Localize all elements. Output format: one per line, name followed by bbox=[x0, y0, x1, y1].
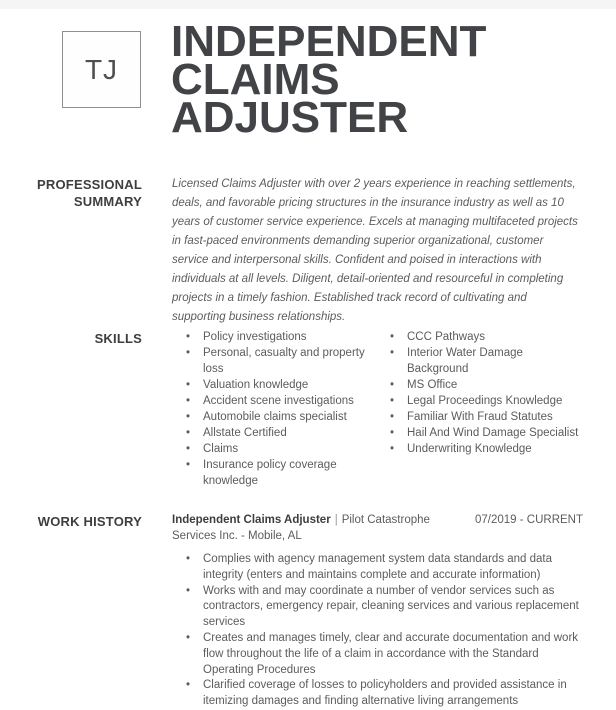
title-line-2: CLAIMS bbox=[171, 55, 340, 104]
monogram-initials: TJ bbox=[84, 53, 119, 85]
job-company: Pilot Catastrophe Services Inc. - Mobile, AL bbox=[172, 514, 430, 542]
page-title bbox=[171, 17, 601, 142]
skill-item: • Underwriting Knowledge bbox=[376, 441, 583, 457]
job-bullet-list bbox=[172, 552, 583, 710]
skill-item: • Allstate Certified bbox=[172, 425, 376, 441]
title-line-3: ADJUSTER bbox=[171, 93, 409, 142]
skill-item: • Interior Water Damage Background bbox=[376, 345, 583, 377]
summary-label-line-1: PROFESSIONAL bbox=[37, 177, 142, 192]
skills-column-right bbox=[376, 329, 583, 489]
job-bullet-item: • Creates and manages timely, clear and accurate documentation and work flow throughout the life of a claim in accordance with the Standard Operating Procedures bbox=[172, 631, 583, 678]
skill-item: • Personal, casualty and property loss bbox=[172, 345, 376, 377]
skill-item: • Claims bbox=[172, 441, 376, 457]
skill-item: • Valuation knowledge bbox=[172, 377, 376, 393]
skills-section-label: SKILLS bbox=[94, 331, 142, 346]
top-bar bbox=[0, 0, 616, 9]
job-title-separator: | bbox=[334, 514, 338, 526]
job-dates: 07/2019 - CURRENT bbox=[474, 514, 583, 526]
summary-label-line-2: SUMMARY bbox=[73, 194, 142, 209]
job-bullet-item: • Clarified coverage of losses to policyholders and provided assistance in itemizing damages and finding alternative living arrangements bbox=[172, 678, 583, 710]
skill-item: • Hail And Wind Damage Specialist bbox=[376, 425, 583, 441]
section-work-history bbox=[0, 512, 616, 710]
monogram-box bbox=[62, 31, 141, 108]
section-professional-summary bbox=[0, 175, 616, 327]
skills-column-left bbox=[172, 329, 376, 489]
summary-text: Licensed Claims Adjuster with over 2 years experience in reaching settlements, deals, and favorable pricing structures in the insurance industry as well as 10 years of customer service experience. Excels at managing multifaceted projects in fast-paced environments demanding superior organizational, customer service and interpersonal skills. Confident and poised in interactions with individuals at all levels. Diligent, detail-oriented and resourceful in completing projects in a timely fashion. Established track record of cultivating and supporting business relationships. bbox=[172, 178, 578, 323]
job-bullet-item: • Works with and may coordinate a number of vendor services such as contractors, emergency repair, cleaning services and various replacement services bbox=[172, 584, 583, 631]
skill-item: • Insurance policy coverage knowledge bbox=[172, 457, 376, 489]
skills-columns bbox=[172, 329, 583, 489]
summary-section-label bbox=[0, 176, 142, 210]
job-entry bbox=[172, 512, 583, 710]
skill-item: • Familiar With Fraud Statutes bbox=[376, 409, 583, 425]
skill-item: • MS Office bbox=[376, 377, 583, 393]
skill-item: • Automobile claims specialist bbox=[172, 409, 376, 425]
skill-item: • Accident scene investigations bbox=[172, 393, 376, 409]
job-header bbox=[172, 512, 583, 544]
section-skills bbox=[0, 329, 616, 489]
skill-item: • Legal Proceedings Knowledge bbox=[376, 393, 583, 409]
job-bullet-item: • Complies with agency management system data standards and data integrity (enters and maintains complete and accurate information) bbox=[172, 552, 583, 584]
work-history-section-label: WORK HISTORY bbox=[37, 514, 142, 529]
title-line-1: INDEPENDENT bbox=[171, 17, 487, 66]
job-title: Independent Claims Adjuster bbox=[172, 514, 331, 526]
skill-item: • CCC Pathways bbox=[376, 329, 583, 345]
skill-item: • Policy investigations bbox=[172, 329, 376, 345]
